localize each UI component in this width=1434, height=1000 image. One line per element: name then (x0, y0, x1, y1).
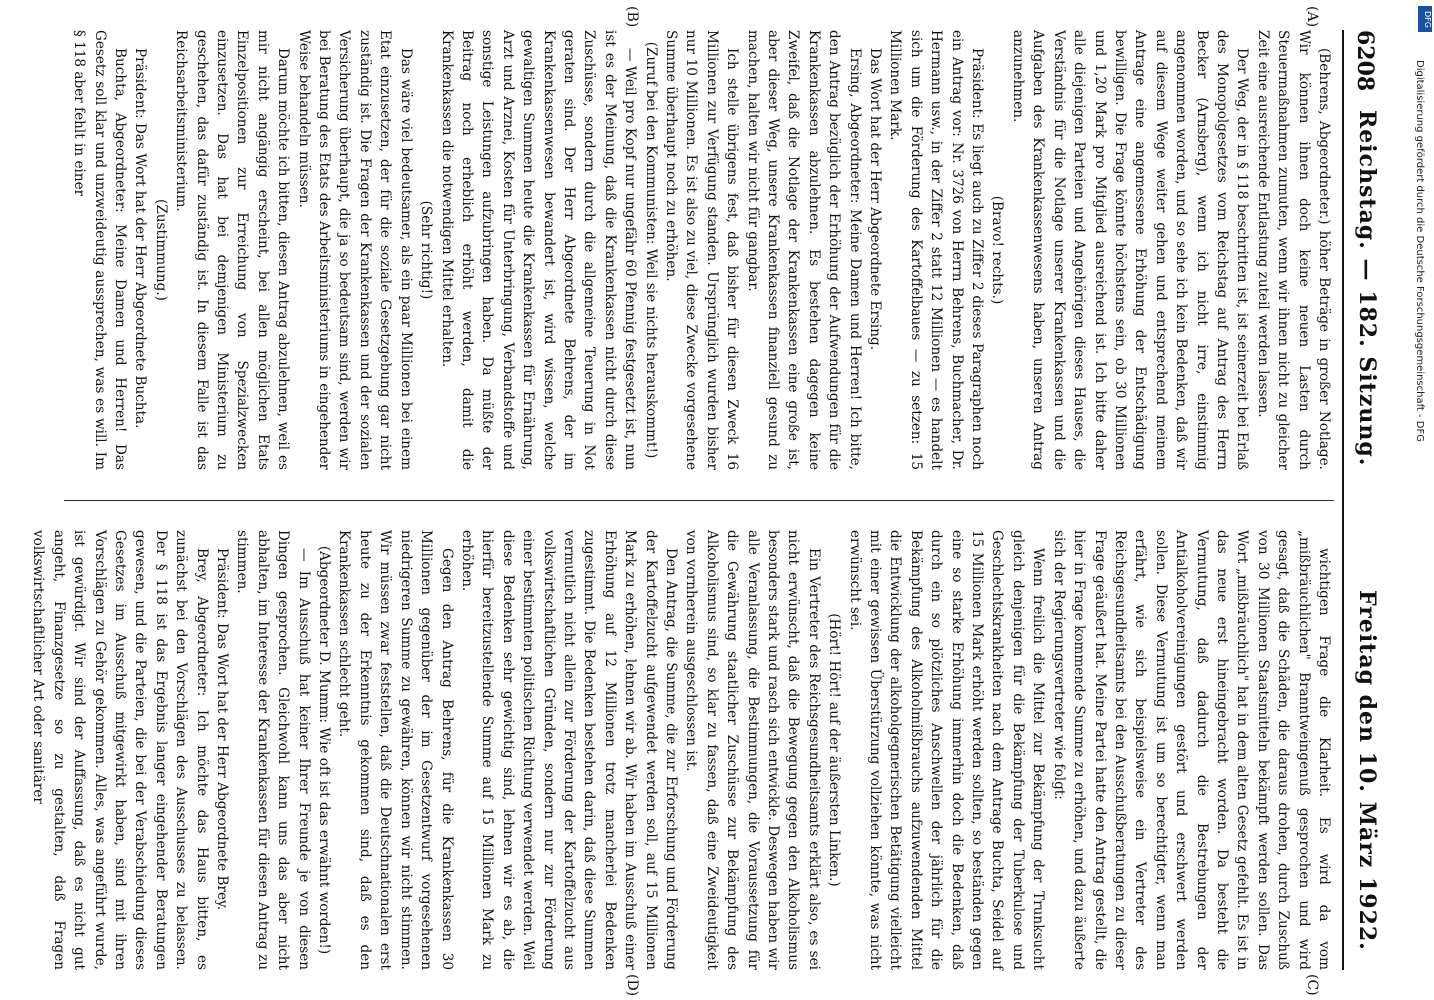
left-paragraph: Präsident: Es liegt auch zu Ziffer 2 dieses Paragraphen noch ein Antrag vor: Nr. 3726 von Herrn Behrens, Buchmacher, Dr. Hermann usw., in der Ziffer 2 statt 12 Millionen — es handelt sich um die Förderung des Kartoffelbaues — zu setzen: 15 Millionen Mark. (887, 30, 986, 470)
page-number: 6208 (1352, 30, 1378, 92)
right-paragraph: wichtigen Frage die Klarheit. Es wird da vom „mißbräuchlichen" Branntweingenuß gesprochen und wird gesagt, daß die Schäden, die daraus drohen, durch Zuschuß von 30 Millionen Staatsmitteln bekämpft werden sollen. Das Wort „mißbräuchlich" hat in dem alten Gesetz gefehlt. Es ist in das neue erst hineingebracht worden. Da besteht die Vermutung, daß dadurch die Bestrebungen der Antialkoholvereinigungen gestört und erschwert werden sollen. Diese Vermutung ist um so berechtigter, wenn man erfährt, wie sich beispielsweise ein Vertreter des Reichsgesundheitsamts bei den Ausschußberatungen zu dieser Frage geäußert hat. Meine Partei hatte den Antrag gestellt, die hier in Frage kommende Summe zu erhöhen, und dazu äußerte sich der Regierungsvertreter wie folgt: (1050, 530, 1332, 970)
right-paragraph: — Im Ausschuß hat keiner Ihrer Freunde je von diesen Dingen gesprochen. Gleichwohl kann uns das aber nicht abhalten, im Interesse der Krankenkassen für diesen Antrag zu stimmen. (234, 530, 312, 970)
left-paragraph: (Behrens, Abgeordneter.) höher Beträge in großer Notlage. Wir können ihnen doch keine neuen Lasten durch Steuermaßnahmen zumuten, wenn wir ihnen nicht zu gleicher Zeit eine ausreichende Entlastung zuteil werden lassen. (1254, 30, 1332, 470)
right-interjection: (Abgeordneter D. Mumm: Wie oft ist das erwähnt worden!) (316, 545, 333, 955)
left-paragraph: Ersing, Abgeordneter: Meine Damen und Herren! Ich bitte, den Antrag bezüglich der Erhöhung der Aufwendungen für die Krankenkassen abzulehnen. Es bestehen dagegen keine Zweifel, daß die Notlage der Krankenkassen eine große ist, aber dieser Weg, unsere Krankenkassen finanziell gesund zu machen, halten wir nicht für gangbar. (744, 30, 863, 470)
margin-marker-d: (D) (624, 974, 640, 997)
right-column (30, 530, 1334, 970)
right-interjection: (Hört! Hört! auf der äußersten Linken.) (826, 613, 843, 887)
left-paragraph: Der Weg, der in § 118 beschritten ist, ist seinerzeit bei Erlaß des Monopolgesetzes vom Reichstag auf Antrag des Herrn Becker (Arnsberg), wenn ich nicht irre, einstimmig angenommen worden, und so sehe ich kein Bedenken, daß wir auf diesem Wege weiter gehen und entsprechend meinem Antrage eine angemessene Erhöhung der Entschädigung bewilligen. Die Frage könnte höchstens sein, ob 30 Millionen und 1,20 Mark pro Mitglied ausreichend ist. Ich bitte daher alle diejenigen Parteien und Angehörigen dieses Hauses, die Verständnis für die Notlage unserer Krankenkassen und die Aufgaben des Krankenkassenwesens haben, unseren Antrag anzunehmen. (1009, 30, 1251, 470)
left-interjection: (Sehr richtig!) (418, 200, 435, 300)
footer-text: Digitalisierung gefördert durch die Deutsche Forschungsgemeinschaft - DFG (1414, 60, 1425, 443)
page (30, 0, 1400, 1000)
session-date: Freitag den 10. März 1922. (1354, 590, 1380, 951)
left-paragraph: Darum möchte ich bitten, diesen Antrag abzulehnen, weil es mir nicht angängig erscheint, bei allen möglichen Etats Einzelpositionen zur Erreichung von Spezialzwecken einzusetzen. Das hat bei demjenigen Ministerium zu geschehen, das dafür zuständig ist. In diesem Falle ist das Reichsarbeitsministerium. (173, 30, 292, 470)
left-paragraph: Buchta, Abgeordneter: Meine Damen und Herren! Das Gesetz soll klar und unzweideutig aussprechen, was es will. Im § 118 aber fehlt in einer (71, 30, 129, 470)
left-paragraph: Das wäre viel bedeutsamer, als ein paar Millionen bei einem Etat einzusetzen, der für die soziale Gesetzgebung gar nicht zuständig ist. Die Fragen der Krankenkassen und der sozialen Versicherung überhaupt, die ja so bedeutsam sind, werden wir bei Beratung des Etats des Arbeitsministeriums in eingehender Weise behandeln müssen. (295, 30, 414, 470)
right-paragraph: Ein Vertreter des Reichsgesundheitsamts erklärt also, es sei nicht erwünscht, daß die Bewegung gegen den Alkoholismus besonders stark und rasch sich entwickle. Deswegen haben wir alle Veranlassung, die Bestimmungen, die Voraussetzung für die Gewährung staatlicher Zuschüsse zur Bekämpfung des Alkoholismus sind, so klar zu fassen, daß eine Zweideutigkeit von vornherein ausgeschlossen ist. (683, 530, 822, 970)
left-paragraph: Das Wort hat der Herr Abgeordnete Ersing. (867, 48, 884, 351)
left-interjection: (Zuruf bei den Kommunisten: Weil sie nichts herauskommt!) (642, 41, 659, 459)
right-paragraph: Brey, Abgeordneter: Ich möchte das Haus bitten, es zunächst bei den Vorschlägen des Ausschusses zu belassen. Der § 118 ist das Ergebnis langer eingehender Beratungen gewesen, und die Parteien, die bei der Verabschiedung dieses Gesetzes im Ausschuß mitgewirkt haben, sind mit ihren Vorschlägen zu Gehör gekommen. Alles, was angeführt wurde, ist gewürdigt. Wir sind der Auffassung, daß es nicht gut angeht, Finanzgesetze so zu gestalten, daß Fragen volkswirtschaftlicher Art oder sanitärer (30, 530, 210, 970)
column-separator (64, 500, 1334, 501)
left-interjection: (Bravo! rechts.) (989, 195, 1006, 305)
running-title: Reichstag. — 182. Sitzung. (1354, 110, 1380, 467)
left-paragraph: Ich stelle übrigens fest, daß bisher für diesen Zweck 16 Millionen zur Verfügung standen. Ursprünglich wurden bisher nur 10 Millionen. Es ist also zu viel, diese Zwecke vorgesehene Summe überhaupt noch zu erhöhen. (663, 30, 741, 470)
digitization-note (1414, 20, 1430, 980)
left-paragraph: — Weil pro Kopf nur ungefähr 60 Pfennig festgesetzt ist, nun ist es der Meinung, daß die Krankenkassen nicht durch diese Zuschüsse, sondern durch die allgemeine Teuerung in Not geraten sind. Der Herr Abgeordnete Behrens, der im Krankenkassenwesen bewandert ist, wird wissen, welche gewaltigen Summen heute die Krankenkassen für Ernährung, Arzt und Arznei, Kosten für Unterbringung, Verbandstoffe und sonstige Leistungen aufzubringen haben. Da müßte der Beitrag noch erheblich erhöht werden, damit die Krankenkassen die notwendigen Mittel erhalten. (438, 30, 639, 470)
page-header (1342, 30, 1392, 970)
right-paragraph: Gegen den Antrag Behrens, für die Krankenkassen 30 Millionen gegenüber der im Gesetzentwurf vorgesehenen niedrigeren Summe zu gewähren, können wir nicht stimmen. Wir müssen zwar feststellen, daß die Deutschnationalen erst heute zu der Erkenntnis gekommen sind, daß es den Krankenkassen schlecht geht. (336, 530, 455, 970)
dfg-logo: DFG (1418, 6, 1432, 32)
left-column (54, 30, 1334, 470)
right-paragraph: Den Antrag, die Summe, die zur Erforschung und Förderung der Kartoffelzucht aufgewendet werden soll, auf 15 Millionen Mark zu erhöhen, lehnen wir ab. Wir haben im Ausschuß einer Erhöhung auf 12 Millionen trotz mancherlei Bedenken zugestimmt. Die Bedenken bestehen darin, daß diese Summen vermutlich nicht allein zur Förderung der Kartoffelzucht aus volkswirtschaftlichen Gründen, sondern nur zur Förderung einer bestimmten politischen Richtung verwendet werden. Weil diese Bedenken sehr gewichtig sind, lehnen wir es ab, die hierfür bereitzustellende Summe auf 15 Millionen Mark zu erhöhen. (458, 530, 679, 970)
margin-marker-a: (A) (1304, 6, 1320, 28)
margin-marker-c: (C) (1304, 974, 1320, 996)
margin-marker-b: (B) (624, 6, 640, 28)
header-rule (1342, 30, 1344, 970)
left-interjection: (Zustimmung.) (152, 199, 169, 301)
left-paragraph: Präsident: Das Wort hat der Herr Abgeordnete Buchta. (132, 48, 149, 429)
right-quotation: Wenn freilich die Mittel zur Bekämpfung der Trunksucht gleich denjenigen für die Bekämpfung der Tuberkulose und Geschlechtskrankheiten nach dem Antrage Buchta, Seidel auf 15 Millionen Mark erhöht werden sollten, so beständen gegen eine so starke Erhöhung immerhin doch die Bedenken, daß durch ein so plötzliches Anschwellen der jährlich für die Bekämpfung des Alkoholmißbrauchs aufzuwendenden Mittel die Entwicklung der alkoholgegnerischen Betätigung vielleicht mit einer gewissen Überstürzung vollziehen könnte, was nicht erwünscht sei. (846, 530, 1047, 970)
right-paragraph: Präsident: Das Wort hat der Herr Abgeordnete Brey. (214, 548, 231, 911)
